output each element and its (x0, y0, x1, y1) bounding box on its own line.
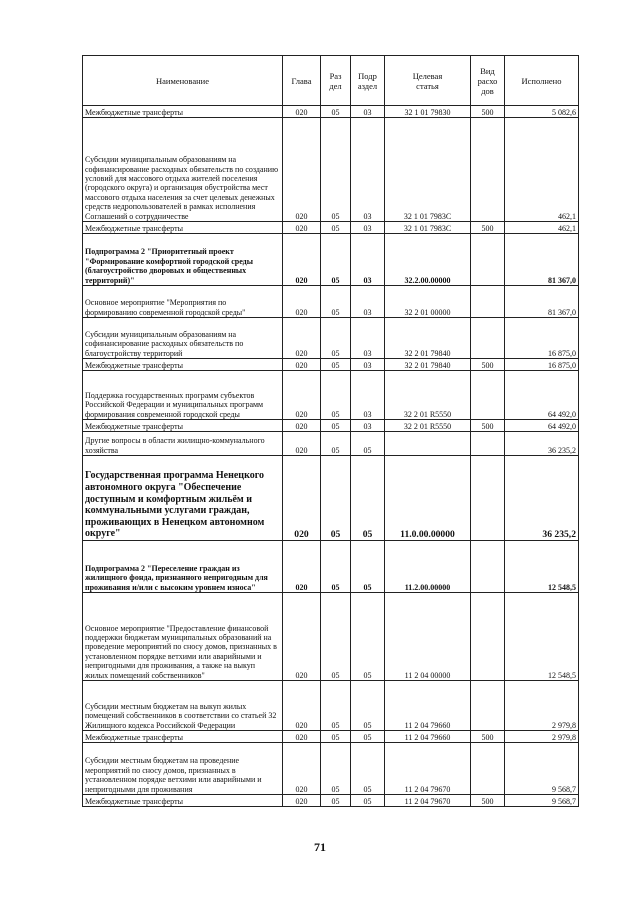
table-row (83, 118, 579, 222)
table-header-row (83, 56, 579, 106)
row-vid: 500 (471, 359, 505, 371)
header-glava: Глава (283, 56, 321, 106)
row-vid: 500 (471, 106, 505, 118)
row-razdel: 05 (321, 432, 351, 456)
row-razdel: 05 (321, 743, 351, 795)
row-executed: 5 082,6 (505, 106, 579, 118)
row-name: Межбюджетные трансферты (83, 420, 283, 432)
row-razdel: 05 (321, 731, 351, 743)
row-executed: 64 492,0 (505, 420, 579, 432)
row-razdel: 05 (321, 359, 351, 371)
table-row (83, 593, 579, 681)
row-vid (471, 681, 505, 731)
row-podrazdel: 03 (351, 318, 385, 359)
row-name: Основное мероприятие "Предоставление финансовой поддержки бюджетам муниципальных образований на проведение мероприятий по сносу домов, признанных в установленном порядке ветхими или аварийными и непригодными для проживания, а также на выкуп жилых помещений собственников" (83, 593, 283, 681)
row-name: Основное мероприятие "Мероприятия по формированию современной городской среды" (83, 286, 283, 318)
row-glava: 020 (283, 731, 321, 743)
row-razdel: 05 (321, 541, 351, 593)
table-row (83, 731, 579, 743)
row-podrazdel: 03 (351, 118, 385, 222)
table-row (83, 359, 579, 371)
row-name: Субсидии муниципальным образованиям на софинансирование расходных обязательств по созданию условий для массового отдыха жителей поселения (городского округа) и организация обустройства мест массового отдыха населения за счет целевых денежных средств недропользователей в рамках исполнения Соглашений о сотрудничестве (83, 118, 283, 222)
row-vid (471, 286, 505, 318)
header-executed: Исполнено (505, 56, 579, 106)
row-vid: 500 (471, 420, 505, 432)
row-executed: 36 235,2 (505, 456, 579, 541)
row-podrazdel: 05 (351, 795, 385, 807)
row-vid: 500 (471, 222, 505, 234)
row-podrazdel: 05 (351, 432, 385, 456)
row-glava: 020 (283, 541, 321, 593)
row-podrazdel: 03 (351, 420, 385, 432)
row-name: Подпрограмма 2 "Приоритетный проект "Формирование комфортной городской среды (благоустройство дворовых и общественных территорий)" (83, 234, 283, 286)
row-target: 32 2 01 R5550 (385, 420, 471, 432)
row-glava: 020 (283, 118, 321, 222)
table-row (83, 541, 579, 593)
row-vid (471, 318, 505, 359)
row-razdel: 05 (321, 286, 351, 318)
row-glava: 020 (283, 420, 321, 432)
row-razdel: 05 (321, 681, 351, 731)
table-row (83, 681, 579, 731)
row-name: Подпрограмма 2 "Переселение граждан из жилищного фонда, признанного непригодным для проживания и/или с высоким уровнем износа" (83, 541, 283, 593)
table-row (83, 371, 579, 420)
row-name: Другие вопросы в области жилищно-коммунального хозяйства (83, 432, 283, 456)
row-glava: 020 (283, 222, 321, 234)
row-executed: 36 235,2 (505, 432, 579, 456)
row-name: Субсидии местным бюджетам на выкуп жилых помещений собственников в соответствии со статьей 32 Жилищного кодекса Российской Федерации (83, 681, 283, 731)
table-row (83, 318, 579, 359)
header-target: Целевая статья (385, 56, 471, 106)
row-glava: 020 (283, 432, 321, 456)
row-target: 32 1 01 7983С (385, 118, 471, 222)
row-podrazdel: 03 (351, 371, 385, 420)
row-name: Межбюджетные трансферты (83, 795, 283, 807)
row-target: 11 2 04 79670 (385, 795, 471, 807)
row-vid (471, 118, 505, 222)
row-glava: 020 (283, 106, 321, 118)
page-number: 71 (314, 840, 326, 854)
budget-table (82, 55, 579, 807)
row-target: 32 2 01 00000 (385, 286, 471, 318)
row-razdel: 05 (321, 371, 351, 420)
row-podrazdel: 05 (351, 456, 385, 541)
row-vid (471, 593, 505, 681)
row-podrazdel: 03 (351, 234, 385, 286)
row-target: 32 2 01 79840 (385, 359, 471, 371)
row-vid (471, 234, 505, 286)
row-razdel: 05 (321, 222, 351, 234)
row-executed: 462,1 (505, 222, 579, 234)
row-executed: 81 367,0 (505, 286, 579, 318)
table-row (83, 222, 579, 234)
row-executed: 64 492,0 (505, 371, 579, 420)
row-razdel: 05 (321, 593, 351, 681)
row-executed: 9 568,7 (505, 743, 579, 795)
row-executed: 9 568,7 (505, 795, 579, 807)
row-executed: 12 548,5 (505, 541, 579, 593)
row-vid (471, 456, 505, 541)
row-vid (471, 743, 505, 795)
row-target: 11 2 04 79670 (385, 743, 471, 795)
header-razdel: Раз дел (321, 56, 351, 106)
row-podrazdel: 03 (351, 222, 385, 234)
row-name: Межбюджетные трансферты (83, 106, 283, 118)
row-podrazdel: 05 (351, 731, 385, 743)
row-target: 32 1 01 79830 (385, 106, 471, 118)
row-razdel: 05 (321, 456, 351, 541)
row-razdel: 05 (321, 118, 351, 222)
row-podrazdel: 03 (351, 106, 385, 118)
row-name: Межбюджетные трансферты (83, 731, 283, 743)
row-executed: 2 979,8 (505, 731, 579, 743)
row-podrazdel: 05 (351, 681, 385, 731)
row-executed: 462,1 (505, 118, 579, 222)
table-row (83, 743, 579, 795)
row-podrazdel: 05 (351, 743, 385, 795)
row-glava: 020 (283, 743, 321, 795)
row-glava: 020 (283, 286, 321, 318)
row-glava: 020 (283, 456, 321, 541)
row-name: Поддержка государственных программ субъектов Российской Федерации и муниципальных программ формирования современной городской среды (83, 371, 283, 420)
table-row (83, 420, 579, 432)
row-target: 32 1 01 7983С (385, 222, 471, 234)
row-glava: 020 (283, 359, 321, 371)
table-row (83, 286, 579, 318)
table-row (83, 432, 579, 456)
row-target: 32 2 01 79840 (385, 318, 471, 359)
table-row (83, 234, 579, 286)
row-razdel: 05 (321, 795, 351, 807)
row-razdel: 05 (321, 234, 351, 286)
row-glava: 020 (283, 234, 321, 286)
header-name: Наименование (83, 56, 283, 106)
row-razdel: 05 (321, 106, 351, 118)
row-glava: 020 (283, 318, 321, 359)
row-glava: 020 (283, 681, 321, 731)
header-vid: Вид расхо дов (471, 56, 505, 106)
row-target: 32.2.00.00000 (385, 234, 471, 286)
row-target: 11 2 04 79660 (385, 731, 471, 743)
table-row (83, 106, 579, 118)
row-glava: 020 (283, 795, 321, 807)
row-executed: 16 875,0 (505, 359, 579, 371)
row-executed: 12 548,5 (505, 593, 579, 681)
row-name: Межбюджетные трансферты (83, 222, 283, 234)
row-target: 32 2 01 R5550 (385, 371, 471, 420)
row-vid: 500 (471, 795, 505, 807)
row-target: 11 2 04 00000 (385, 593, 471, 681)
row-podrazdel: 03 (351, 286, 385, 318)
row-name: Субсидии местным бюджетам на проведение мероприятий по сносу домов, признанных в установленном порядке ветхими или аварийными и непригодными для проживания (83, 743, 283, 795)
row-razdel: 05 (321, 420, 351, 432)
row-target: 11 2 04 79660 (385, 681, 471, 731)
table-row (83, 456, 579, 541)
row-target: 11.2.00.00000 (385, 541, 471, 593)
row-vid (471, 541, 505, 593)
row-glava: 020 (283, 593, 321, 681)
row-vid: 500 (471, 731, 505, 743)
row-vid (471, 371, 505, 420)
table-row (83, 795, 579, 807)
row-target: 11.0.00.00000 (385, 456, 471, 541)
row-vid (471, 432, 505, 456)
row-target (385, 432, 471, 456)
row-podrazdel: 05 (351, 541, 385, 593)
row-executed: 81 367,0 (505, 234, 579, 286)
row-name: Межбюджетные трансферты (83, 359, 283, 371)
row-name: Государственная программа Ненецкого автономного округа "Обеспечение доступным и комфортным жильём и коммунальными услугами граждан, проживающих в Ненецком автономном округе" (83, 456, 283, 541)
row-podrazdel: 05 (351, 593, 385, 681)
row-executed: 16 875,0 (505, 318, 579, 359)
row-glava: 020 (283, 371, 321, 420)
header-podrazdel: Подр аздел (351, 56, 385, 106)
row-podrazdel: 03 (351, 359, 385, 371)
row-razdel: 05 (321, 318, 351, 359)
row-name: Субсидии муниципальным образованиям на софинансирование расходных обязательств по благоустройству территорий (83, 318, 283, 359)
row-executed: 2 979,8 (505, 681, 579, 731)
